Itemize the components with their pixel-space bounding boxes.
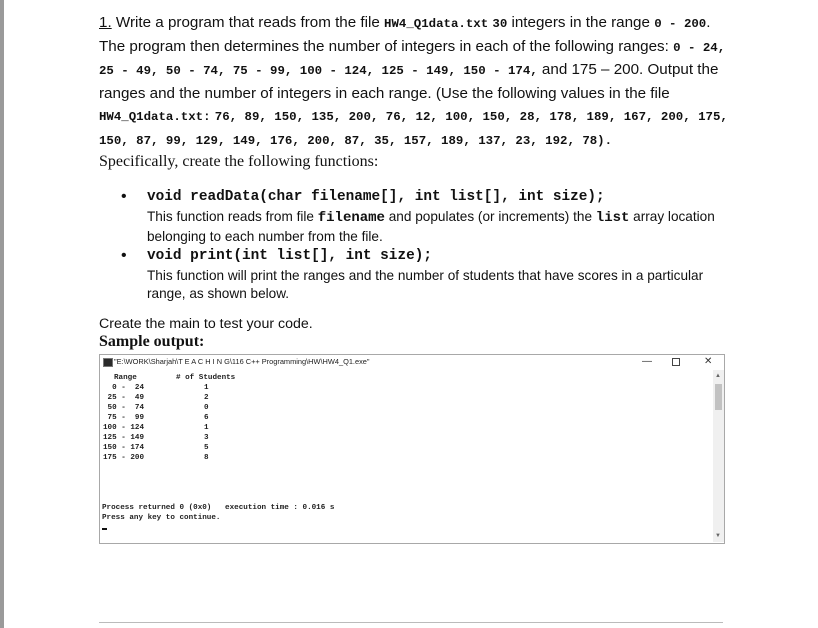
- row-range: 150 - 174: [103, 444, 145, 452]
- question-text-2: integers in the range: [507, 14, 655, 31]
- maximize-button[interactable]: [672, 355, 680, 370]
- console-scrollbar[interactable]: [713, 370, 724, 542]
- question-range-hi: 200: [683, 17, 707, 31]
- row-count: 3: [204, 434, 209, 442]
- question-text-1: Write a program that reads from the file: [115, 14, 385, 31]
- row-range: 0 - 24: [103, 384, 145, 392]
- function-description: This function will print the ranges and the number of students that have scores in a particular range, as shown below.: [147, 268, 704, 301]
- row-range: 50 - 74: [103, 404, 145, 412]
- row-count: 1: [204, 384, 209, 392]
- question-filename-2: HW4_Q1data.txt:: [99, 110, 211, 124]
- row-count: 0: [204, 404, 209, 412]
- minimize-button[interactable]: —: [642, 356, 652, 367]
- header-count: # of Students: [176, 374, 236, 382]
- desc-text: This function reads from file: [147, 209, 318, 224]
- sample-output-heading: Sample output:: [99, 333, 205, 350]
- function-item: [99, 245, 729, 302]
- row-count: 8: [204, 454, 209, 462]
- console-cursor: [102, 528, 107, 530]
- desc-code: filename: [317, 210, 385, 226]
- console-output: [100, 370, 712, 542]
- row-count: 6: [204, 414, 209, 422]
- question-filename: HW4_Q1data.txt: [384, 17, 489, 31]
- function-description: [147, 208, 729, 245]
- row-range: 125 - 149: [103, 434, 145, 442]
- desc-code: list: [595, 210, 630, 226]
- bullet-icon: •: [121, 188, 127, 205]
- row-range: 100 - 124: [103, 424, 145, 432]
- question-paragraph: [99, 12, 729, 152]
- console-app-icon: [103, 358, 113, 367]
- question-count: 30: [492, 17, 508, 31]
- row-range: 75 - 99: [103, 414, 145, 422]
- function-signature: void readData(char filename[], int list[], int size);: [147, 189, 605, 205]
- header-range: Range: [114, 374, 137, 382]
- specifically-line: Specifically, create the following functions:: [99, 153, 379, 170]
- console-title: "E:\WORK\Sharjah\T E A C H I N G\116 C++ Programming\HW\HW4_Q1.exe": [114, 357, 370, 366]
- desc-text: and populates (or increments) the: [384, 209, 596, 224]
- question-range-lo: 0: [654, 17, 662, 31]
- console-titlebar[interactable]: [100, 355, 724, 369]
- scroll-up-icon[interactable]: ▲: [715, 373, 721, 379]
- function-item: [99, 186, 729, 245]
- press-any-key-line: Press any key to continue.: [102, 514, 221, 522]
- question-number: 1.: [99, 14, 112, 31]
- close-button[interactable]: ✕: [704, 356, 713, 367]
- question-range-dash: -: [661, 17, 684, 31]
- create-main-text: Create the main to test your code.: [99, 316, 313, 332]
- row-range: 175 - 200: [103, 454, 145, 462]
- question-text-4: and 175 – 200. Output the ranges and the number of integers in each range. (Use the following values in the file: [99, 61, 719, 102]
- page-bottom-rule: [99, 622, 723, 623]
- process-returned-line: Process returned 0 (0x0) execution time : 0.016 s: [102, 504, 335, 512]
- function-list: [99, 186, 729, 302]
- row-count: 1: [204, 424, 209, 432]
- console-window: [99, 354, 725, 544]
- page-left-border: [0, 0, 4, 628]
- question-ranges: 0 - 24, 25 - 49, 50 - 74, 75 - 99, 100 - 124, 125 - 149, 150 - 174,: [99, 40, 726, 78]
- scroll-thumb[interactable]: [715, 384, 722, 410]
- function-signature: void print(int list[], int size);: [147, 248, 432, 264]
- bullet-icon: •: [121, 247, 127, 264]
- question-values: 76, 89, 150, 135, 200, 76, 12, 100, 150, 28, 178, 189, 167, 200, 175, 150, 87, 99, 129, 149, 176, 200, 87, 35, 157, 189, 137, 23, 192, 78).: [99, 110, 728, 148]
- question-text-3: . The program then determines the number of integers in each of the following ranges:: [99, 14, 711, 55]
- desc-text: array location belonging to each number from the file.: [147, 209, 715, 244]
- scroll-down-icon[interactable]: ▼: [715, 533, 721, 539]
- row-range: 25 - 49: [103, 394, 145, 402]
- row-count: 2: [204, 394, 209, 402]
- maximize-icon: [672, 358, 680, 366]
- row-count: 5: [204, 444, 209, 452]
